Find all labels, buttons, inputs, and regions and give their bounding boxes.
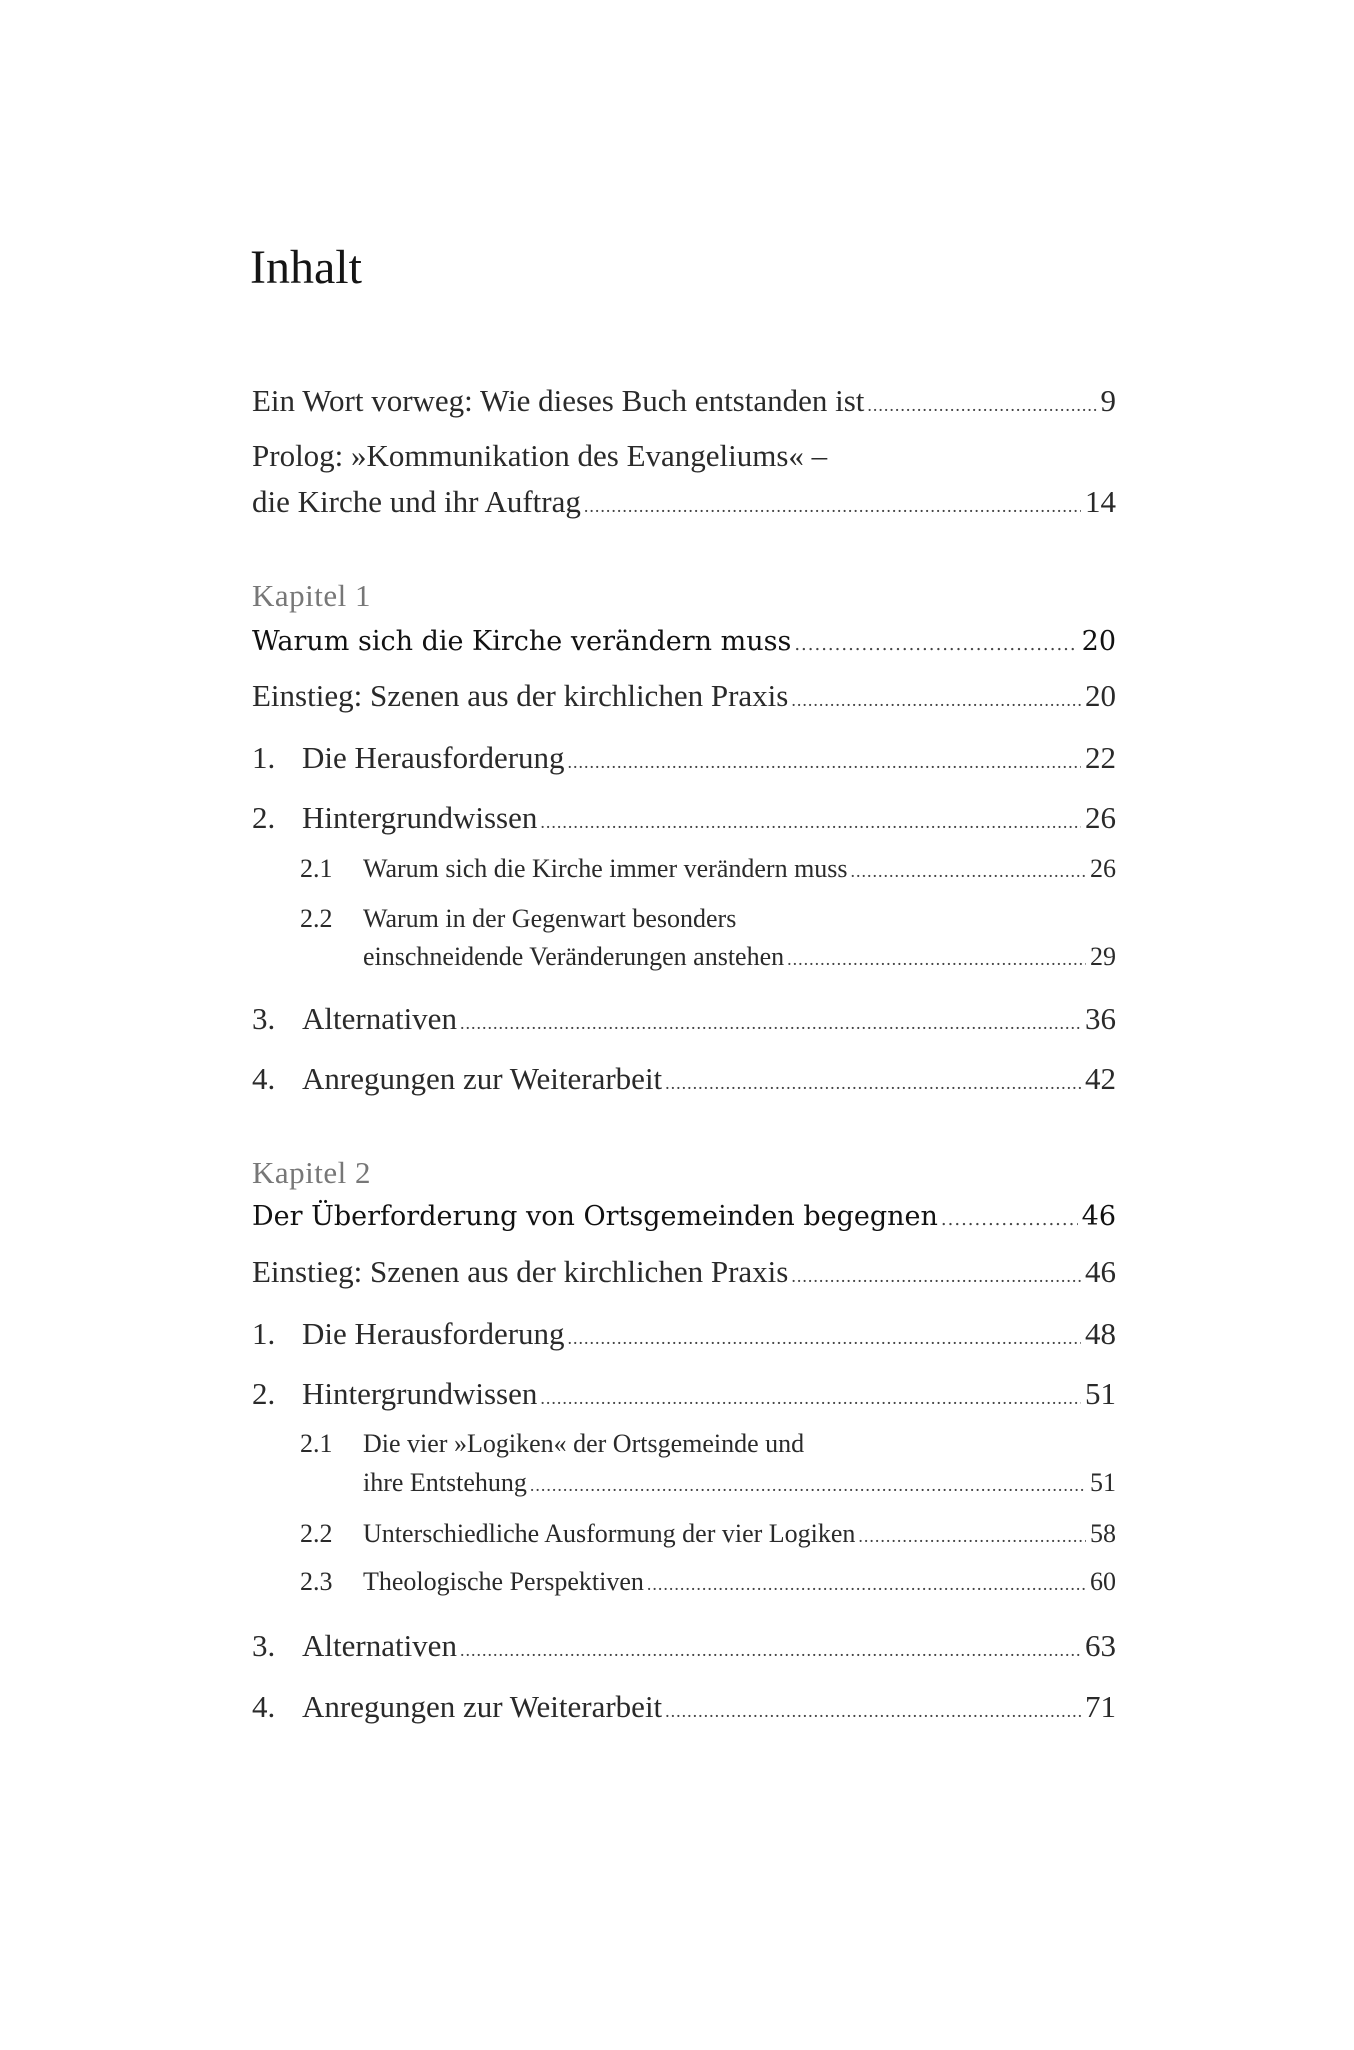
- section-number: 4.: [252, 1689, 276, 1724]
- dot-leader: [540, 803, 1081, 841]
- toc-page-number: 63: [1085, 1628, 1116, 1663]
- section-number: 2.2: [300, 1519, 333, 1548]
- toc-entry-text: Die vier »Logiken« der Ortsgemeinde und: [363, 1429, 805, 1458]
- toc-page-number: 22: [1085, 740, 1116, 775]
- toc-entry[interactable]: [252, 1000, 1116, 1042]
- toc-entry-text: Warum sich die Kirche immer verändern muss: [363, 854, 848, 883]
- toc-page-number: 60: [1090, 1567, 1116, 1596]
- toc-subentry[interactable]: [300, 1427, 1116, 1461]
- dot-leader: [460, 1631, 1081, 1669]
- dot-leader: [665, 1064, 1081, 1102]
- toc-entry[interactable]: [252, 1060, 1116, 1102]
- dot-leader: [791, 681, 1081, 719]
- section-number: 4.: [252, 1061, 276, 1096]
- dot-leader: [568, 743, 1081, 781]
- toc-page-number: 42: [1085, 1061, 1116, 1096]
- toc-subentry-continuation[interactable]: [363, 940, 1116, 976]
- section-number: 1.: [252, 740, 276, 775]
- toc-entry[interactable]: [252, 1688, 1116, 1730]
- toc-page-number: 48: [1085, 1316, 1116, 1351]
- toc-entry-text: Die Herausforderung: [302, 1316, 565, 1351]
- toc-entry-text: Theologische Perspektiven: [363, 1567, 644, 1596]
- dot-leader: [791, 1257, 1081, 1295]
- section-number: 2.: [252, 1376, 276, 1411]
- section-number: 3.: [252, 1628, 276, 1663]
- toc-entry[interactable]: [252, 1253, 1116, 1295]
- toc-entry-text: Alternativen: [302, 1628, 457, 1663]
- toc-page-number: 29: [1090, 942, 1116, 971]
- toc-entry[interactable]: [252, 739, 1116, 781]
- toc-entry-text: Der Überforderung von Ortsgemeinden begegnen: [252, 1201, 938, 1232]
- toc-entry-text: Warum in der Gegenwart besonders: [363, 904, 737, 933]
- dot-leader: [941, 1201, 1078, 1239]
- toc-entry[interactable]: [252, 1627, 1116, 1669]
- section-number: 2.1: [300, 1429, 333, 1458]
- toc-entry-text: die Kirche und ihr Auftrag: [252, 484, 581, 519]
- toc-page-number: 14: [1085, 484, 1116, 519]
- toc-subentry-continuation[interactable]: [363, 1466, 1116, 1502]
- chapter-title[interactable]: [252, 1198, 1116, 1239]
- toc-page-number: 26: [1085, 800, 1116, 835]
- toc-entry-text: Einstieg: Szenen aus der kirchlichen Praxis: [252, 1254, 789, 1289]
- toc-page-number: 20: [1085, 678, 1116, 713]
- toc-subentry[interactable]: [300, 1517, 1116, 1553]
- chapter-title[interactable]: [252, 623, 1116, 664]
- toc-entry-text: Unterschiedliche Ausformung der vier Logiken: [363, 1519, 856, 1548]
- toc-page-number: 71: [1085, 1689, 1116, 1724]
- toc-entry-text: ihre Entstehung: [363, 1468, 527, 1497]
- dot-leader: [647, 1567, 1086, 1601]
- toc-entry-text: Anregungen zur Weiterarbeit: [302, 1689, 663, 1724]
- toc-page-number: 51: [1090, 1468, 1116, 1497]
- section-number: 2.3: [300, 1567, 333, 1596]
- toc-page-number: 46: [1081, 1201, 1116, 1232]
- dot-leader: [460, 1004, 1081, 1042]
- section-number: 2.1: [300, 854, 333, 883]
- section-number: 3.: [252, 1001, 276, 1036]
- toc-entry-foreword[interactable]: [252, 382, 1116, 424]
- chapter-label: Kapitel 2: [252, 1155, 371, 1190]
- dot-leader: [530, 1468, 1086, 1502]
- dot-leader: [568, 1319, 1081, 1357]
- toc-entry-text: Hintergrundwissen: [302, 1376, 538, 1411]
- dot-leader: [665, 1692, 1081, 1730]
- section-number: 2.: [252, 800, 276, 835]
- toc-entry-text: Alternativen: [302, 1001, 457, 1036]
- toc-entry[interactable]: [252, 1375, 1116, 1417]
- toc-page-number: 9: [1100, 383, 1116, 418]
- toc-entry[interactable]: [252, 677, 1116, 719]
- toc-page-number: 51: [1085, 1376, 1116, 1411]
- toc-page-number: 46: [1085, 1254, 1116, 1289]
- toc-page-number: 58: [1090, 1519, 1116, 1548]
- dot-leader: [540, 1379, 1081, 1417]
- toc-subentry[interactable]: [300, 1565, 1116, 1601]
- toc-subentry[interactable]: [300, 902, 1116, 936]
- toc-entry-text: Anregungen zur Weiterarbeit: [302, 1061, 663, 1096]
- toc-page-number: 36: [1085, 1001, 1116, 1036]
- toc-entry-text: Die Herausforderung: [302, 740, 565, 775]
- toc-entry-text: einschneidende Veränderungen anstehen: [363, 942, 785, 971]
- dot-leader: [584, 487, 1081, 525]
- toc-subentry[interactable]: [300, 852, 1116, 888]
- toc-entry-prolog-line1[interactable]: [252, 437, 1116, 475]
- toc-entry-text: Prolog: »Kommunikation des Evangeliums« –: [252, 438, 828, 473]
- toc-page-number: 20: [1081, 626, 1116, 657]
- dot-leader: [858, 1519, 1086, 1553]
- toc-entry-text: Einstieg: Szenen aus der kirchlichen Praxis: [252, 678, 789, 713]
- toc-entry[interactable]: [252, 1315, 1116, 1357]
- section-number: 2.2: [300, 904, 333, 933]
- dot-leader: [867, 386, 1096, 424]
- chapter-label: Kapitel 1: [252, 578, 371, 613]
- dot-leader: [787, 942, 1086, 976]
- toc-entry-text: Warum sich die Kirche verändern muss: [252, 626, 792, 657]
- toc-page-number: 26: [1090, 854, 1116, 883]
- toc-entry[interactable]: [252, 799, 1116, 841]
- section-number: 1.: [252, 1316, 276, 1351]
- toc-entry-prolog-line2[interactable]: [252, 483, 1116, 525]
- toc-entry-text: Ein Wort vorweg: Wie dieses Buch entstanden ist: [252, 383, 865, 418]
- page-title: Inhalt: [250, 241, 362, 294]
- dot-leader: [794, 626, 1077, 664]
- toc-entry-text: Hintergrundwissen: [302, 800, 538, 835]
- dot-leader: [851, 854, 1086, 888]
